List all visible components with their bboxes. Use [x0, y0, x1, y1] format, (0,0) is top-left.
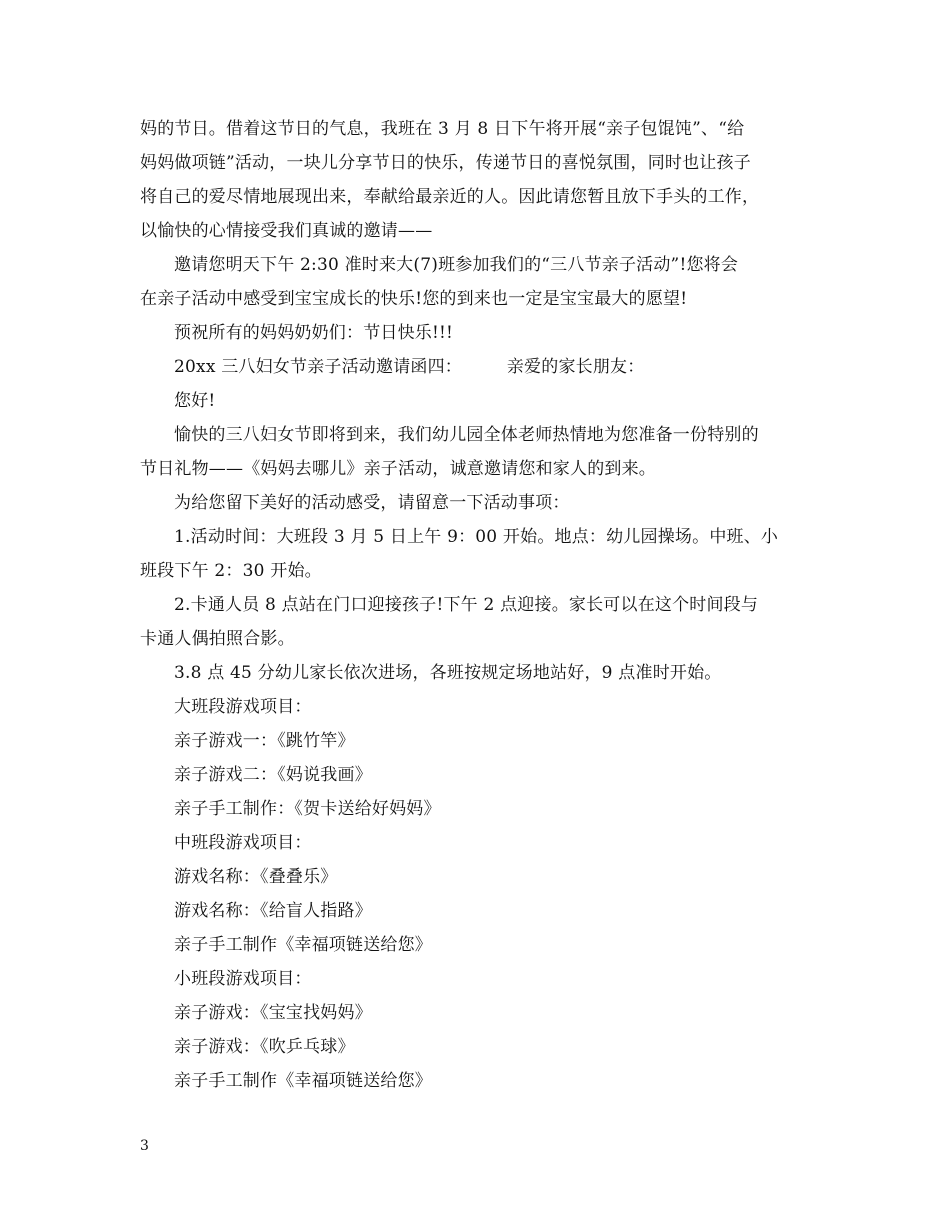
document-body — [140, 112, 812, 1098]
paragraph-line: 亲子游戏一：《跳竹竿》 — [174, 731, 355, 751]
paragraph-line: 邀请您明天下午 2:30 准时来大(7)班参加我们的“三八节亲子活动”!您将会 — [174, 255, 739, 275]
paragraph-line: 亲子手工制作《幸福项链送给您》 — [174, 1071, 432, 1091]
paragraph-line: 将自己的爱尽情地展现出来，奉献给最亲近的人。因此请您暂且放下手头的工作， — [140, 187, 760, 207]
paragraph-line: 为给您留下美好的活动感受，请留意一下活动事项： — [174, 493, 570, 513]
paragraph-line: 游戏名称：《叠叠乐》 — [174, 867, 338, 887]
paragraph-line: 预祝所有的妈妈奶奶们：节日快乐!!! — [174, 323, 454, 343]
paragraph-line: 亲子游戏：《宝宝找妈妈》 — [174, 1003, 372, 1023]
paragraph-line: 卡通人偶拍照合影。 — [140, 629, 295, 649]
paragraph-line: 亲子游戏：《吹乒乓球》 — [174, 1037, 355, 1057]
paragraph-line: 以愉快的心情接受我们真诚的邀请—— — [140, 221, 433, 241]
paragraph-line: 妈妈做项链”活动，一块儿分享节日的快乐，传递节日的喜悦氛围，同时也让孩子 — [140, 153, 751, 173]
paragraph-line: 1.活动时间：大班段 3 月 5 日上午 9：00 开始。地点：幼儿园操场。中班、小 — [174, 527, 779, 547]
paragraph-line: 游戏名称：《给盲人指路》 — [174, 901, 372, 921]
paragraph-line: 小班段游戏项目： — [174, 969, 312, 989]
paragraph-line: 在亲子活动中感受到宝宝成长的快乐!您的到来也一定是宝宝最大的愿望! — [140, 289, 688, 309]
paragraph-line: 2.卡通人员 8 点站在门口迎接孩子!下午 2 点迎接。家长可以在这个时间段与 — [174, 595, 759, 615]
paragraph-line: 中班段游戏项目： — [174, 833, 312, 853]
paragraph-line: 您好! — [174, 391, 216, 411]
paragraph-line: 愉快的三八妇女节即将到来，我们幼儿园全体老师热情地为您准备一份特别的 — [174, 425, 759, 445]
paragraph-line: 亲子手工制作《幸福项链送给您》 — [174, 935, 432, 955]
paragraph-line: 3.8 点 45 分幼儿家长依次进场，各班按规定场地站好，9 点准时开始。 — [174, 663, 722, 683]
paragraph-line: 班段下午 2：30 开始。 — [140, 561, 322, 581]
paragraph-line: 20xx 三八妇女节亲子活动邀请函四： 亲爱的家长朋友： — [174, 357, 645, 377]
paragraph-line: 节日礼物——《妈妈去哪儿》亲子活动，诚意邀请您和家人的到来。 — [140, 459, 656, 479]
page-number: 3 — [140, 1138, 149, 1154]
paragraph-line: 亲子手工制作：《贺卡送给好妈妈》 — [174, 799, 441, 819]
paragraph-line: 亲子游戏二：《妈说我画》 — [174, 765, 372, 785]
paragraph-line: 妈的节日。借着这节日的气息，我班在 3 月 8 日下午将开展“亲子包馄饨”、“给 — [140, 119, 745, 139]
paragraph-line: 大班段游戏项目： — [174, 697, 312, 717]
